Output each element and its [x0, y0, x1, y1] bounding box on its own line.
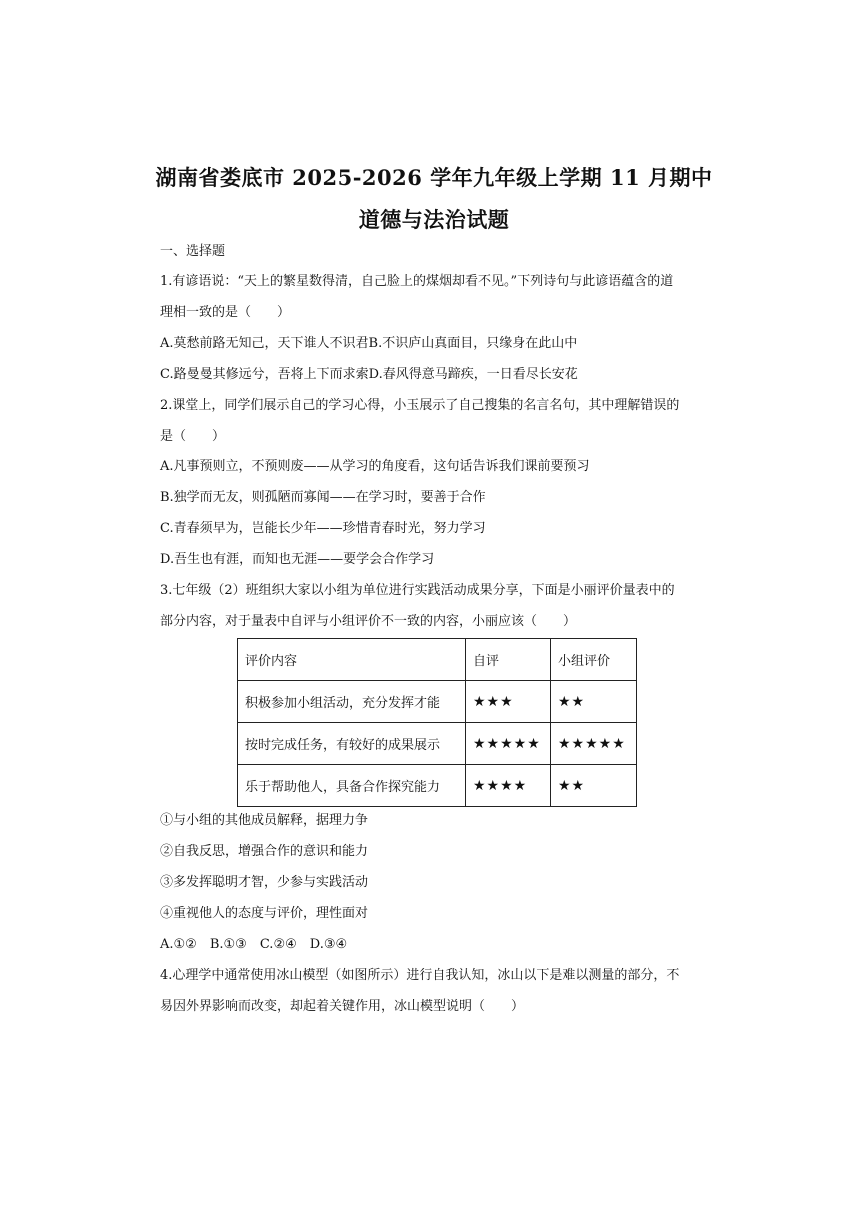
q3-stem-line1: 3.七年级（2）班组织大家以小组为单位进行实践活动成果分享，下面是小丽评价量表中的: [160, 583, 675, 598]
exam-title: 湖南省娄底市 2025-2026 学年九年级上学期 11 月期中: [155, 165, 713, 190]
table-row: [238, 681, 637, 723]
q1-options-line1: A.莫愁前路无知己，天下谁人不识君B.不识庐山真面目，只缘身在此山中: [160, 336, 578, 351]
q2-option-c: C.青春须早为，岂能长少年——珍惜青春时光，努力学习: [160, 521, 486, 536]
star-rating: ★★★★★: [551, 723, 637, 765]
q3-choices: A.①② B.①③ C.②④ D.③④: [160, 937, 348, 952]
q2-option-a: A.凡事预则立，不预则废——从学习的角度看，这句话告诉我们课前要预习: [160, 459, 590, 474]
table-cell: 积极参加小组活动，充分发挥才能: [238, 681, 466, 723]
q3-item-4: ④重视他人的态度与评价，理性面对: [160, 906, 369, 921]
exam-subtitle: 道德与法治试题: [358, 207, 510, 232]
q3-stem-line2: 部分内容，对于量表中自评与小组评价不一致的内容，小丽应该（ ）: [160, 614, 577, 629]
table-header-cell: 自评: [466, 639, 551, 681]
q3-item-3: ③多发挥聪明才智，少参与实践活动: [160, 875, 369, 890]
q2-stem-line1: 2.课堂上，同学们展示自己的学习心得，小玉展示了自己搜集的名言名句，其中理解错误的: [160, 398, 680, 413]
q1-options-line2: C.路曼曼其修远兮，吾将上下而求索D.春风得意马蹄疾，一日看尽长安花: [160, 367, 578, 382]
q1-stem-line2: 理相一致的是（ ）: [160, 305, 291, 320]
table-header-row: [238, 639, 637, 681]
q3-item-2: ②自我反思，增强合作的意识和能力: [160, 844, 369, 859]
star-rating: ★★★: [466, 681, 551, 723]
star-rating: ★★★★★: [466, 723, 551, 765]
q3-item-1: ①与小组的其他成员解释，据理力争: [160, 813, 369, 828]
q2-option-d: D.吾生也有涯，而知也无涯——要学会合作学习: [160, 552, 435, 567]
q1-stem-line1: 1.有谚语说：“天上的繁星数得清，自己脸上的煤烟却看不见。”下列诗句与此谚语蕴含的道: [160, 274, 674, 289]
q2-stem-line2: 是（ ）: [160, 429, 226, 444]
table-row: [238, 765, 637, 807]
star-rating: ★★★★: [466, 765, 551, 807]
table-header-cell: 评价内容: [238, 639, 466, 681]
star-rating: ★★: [551, 765, 637, 807]
q4-stem-line2: 易因外界影响而改变，却起着关键作用，冰山模型说明（ ）: [160, 999, 525, 1014]
table-header-cell: 小组评价: [551, 639, 637, 681]
table-cell: 乐于帮助他人，具备合作探究能力: [238, 765, 466, 807]
q4-stem-line1: 4.心理学中通常使用冰山模型（如图所示）进行自我认知，冰山以下是难以测量的部分，不: [160, 968, 680, 983]
table-cell: 按时完成任务，有较好的成果展示: [238, 723, 466, 765]
q2-option-b: B.独学而无友，则孤陋而寡闻——在学习时，要善于合作: [160, 490, 486, 505]
table-row: [238, 723, 637, 765]
evaluation-table: [237, 638, 637, 807]
star-rating: ★★: [551, 681, 637, 723]
section-heading: 一、选择题: [160, 244, 226, 259]
